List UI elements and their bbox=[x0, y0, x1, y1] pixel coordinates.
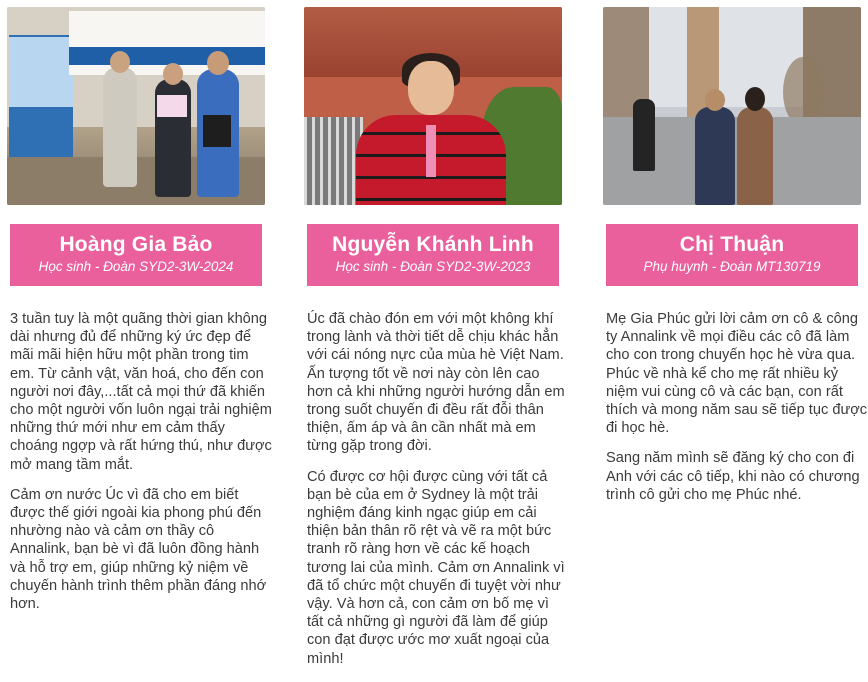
name-banner bbox=[10, 224, 262, 286]
testimonial-paragraph: Mẹ Gia Phúc gửi lời cảm ơn cô & công ty Annalink về mọi điều các cô đã làm cho con trong chuyến học hè vừa qua. Phúc về nhà kể cho mẹ rất nhiều kỷ niệm vui cùng cô và các bạn, con rất thích và mong năm sau sẽ tiếp tục được đi học hè. bbox=[606, 311, 868, 437]
testimonial-photo bbox=[304, 7, 562, 205]
testimonial-photo bbox=[603, 7, 861, 205]
testimonial-card bbox=[7, 0, 272, 613]
person-name: Hoàng Gia Bảo bbox=[59, 233, 213, 256]
testimonial-card bbox=[603, 0, 868, 503]
testimonial-paragraph: 3 tuần tuy là một quãng thời gian không dài nhưng đủ để những ký ức đẹp để mãi mãi hiện hữu một phần trong tim em. Từ cảnh vật, văn hoá, cho đến con người nơi đây,...tất cả mọi thứ đã khiến cho một người vốn luôn ngại trải nghiệm những thứ mới như em cảm thấy choáng ngợp và rất hứng thú, như được mở mang tầm mắt. bbox=[10, 311, 272, 473]
testimonial-paragraph: Có được cơ hội được cùng với tất cả bạn bè của em ở Sydney là một trải nghiệm đáng kinh ngạc giúp em cải thiện bản thân rõ rệt và vẽ ra một bức tranh rõ ràng hơn về các kế hoạch tương lai của mình. Cảm ơn Annalink vì đã tổ chức một chuyến đi tuyệt vời như vậy. Và hơn cả, con cảm ơn bố mẹ vì tất cả những gì người đã làm để giúp con đạt được ước mơ xuất ngoại của mình! bbox=[307, 468, 565, 667]
person-name: Chị Thuận bbox=[679, 233, 785, 256]
testimonial-text bbox=[606, 310, 868, 516]
testimonial-card bbox=[304, 0, 565, 667]
testimonial-paragraph: Sang năm mình sẽ đăng ký cho con đi Anh với các cô tiếp, khi nào có chương trình cô gửi cho mẹ Phúc nhé. bbox=[606, 450, 860, 503]
testimonial-text bbox=[10, 310, 272, 625]
testimonial-paragraph: Cảm ơn nước Úc vì đã cho em biết được thế giới ngoài kia phong phú đến nhường nào và cảm ơn thầy cô Annalink, bạn bè vì đã luôn đồng hành và hỗ trợ em, giúp những kỷ niệm về chuyến hành trình thêm phần đáng nhớ hơn. bbox=[10, 486, 267, 613]
testimonial-text bbox=[307, 310, 569, 680]
testimonial-paragraph: Úc đã chào đón em với một không khí trong lành và thời tiết dễ chịu khác hẳn với cái nóng nực của mùa hè Việt Nam. Ấn tượng tốt về nơi này còn lên cao hơn cả khi những người hướng dẫn em trong suốt chuyến đi đều rất đỗi thân thiện, ấm áp và ân cần nhất mà em từng gặp trong đời. bbox=[307, 311, 565, 455]
person-role: Phụ huynh - Đoàn MT130719 bbox=[643, 259, 821, 274]
person-role: Học sinh - Đoàn SYD2-3W-2024 bbox=[38, 259, 234, 274]
testimonial-photo bbox=[7, 7, 265, 205]
name-banner bbox=[606, 224, 858, 286]
person-name: Nguyễn Khánh Linh bbox=[332, 233, 534, 256]
person-role: Học sinh - Đoàn SYD2-3W-2023 bbox=[335, 259, 531, 274]
name-banner bbox=[307, 224, 559, 286]
